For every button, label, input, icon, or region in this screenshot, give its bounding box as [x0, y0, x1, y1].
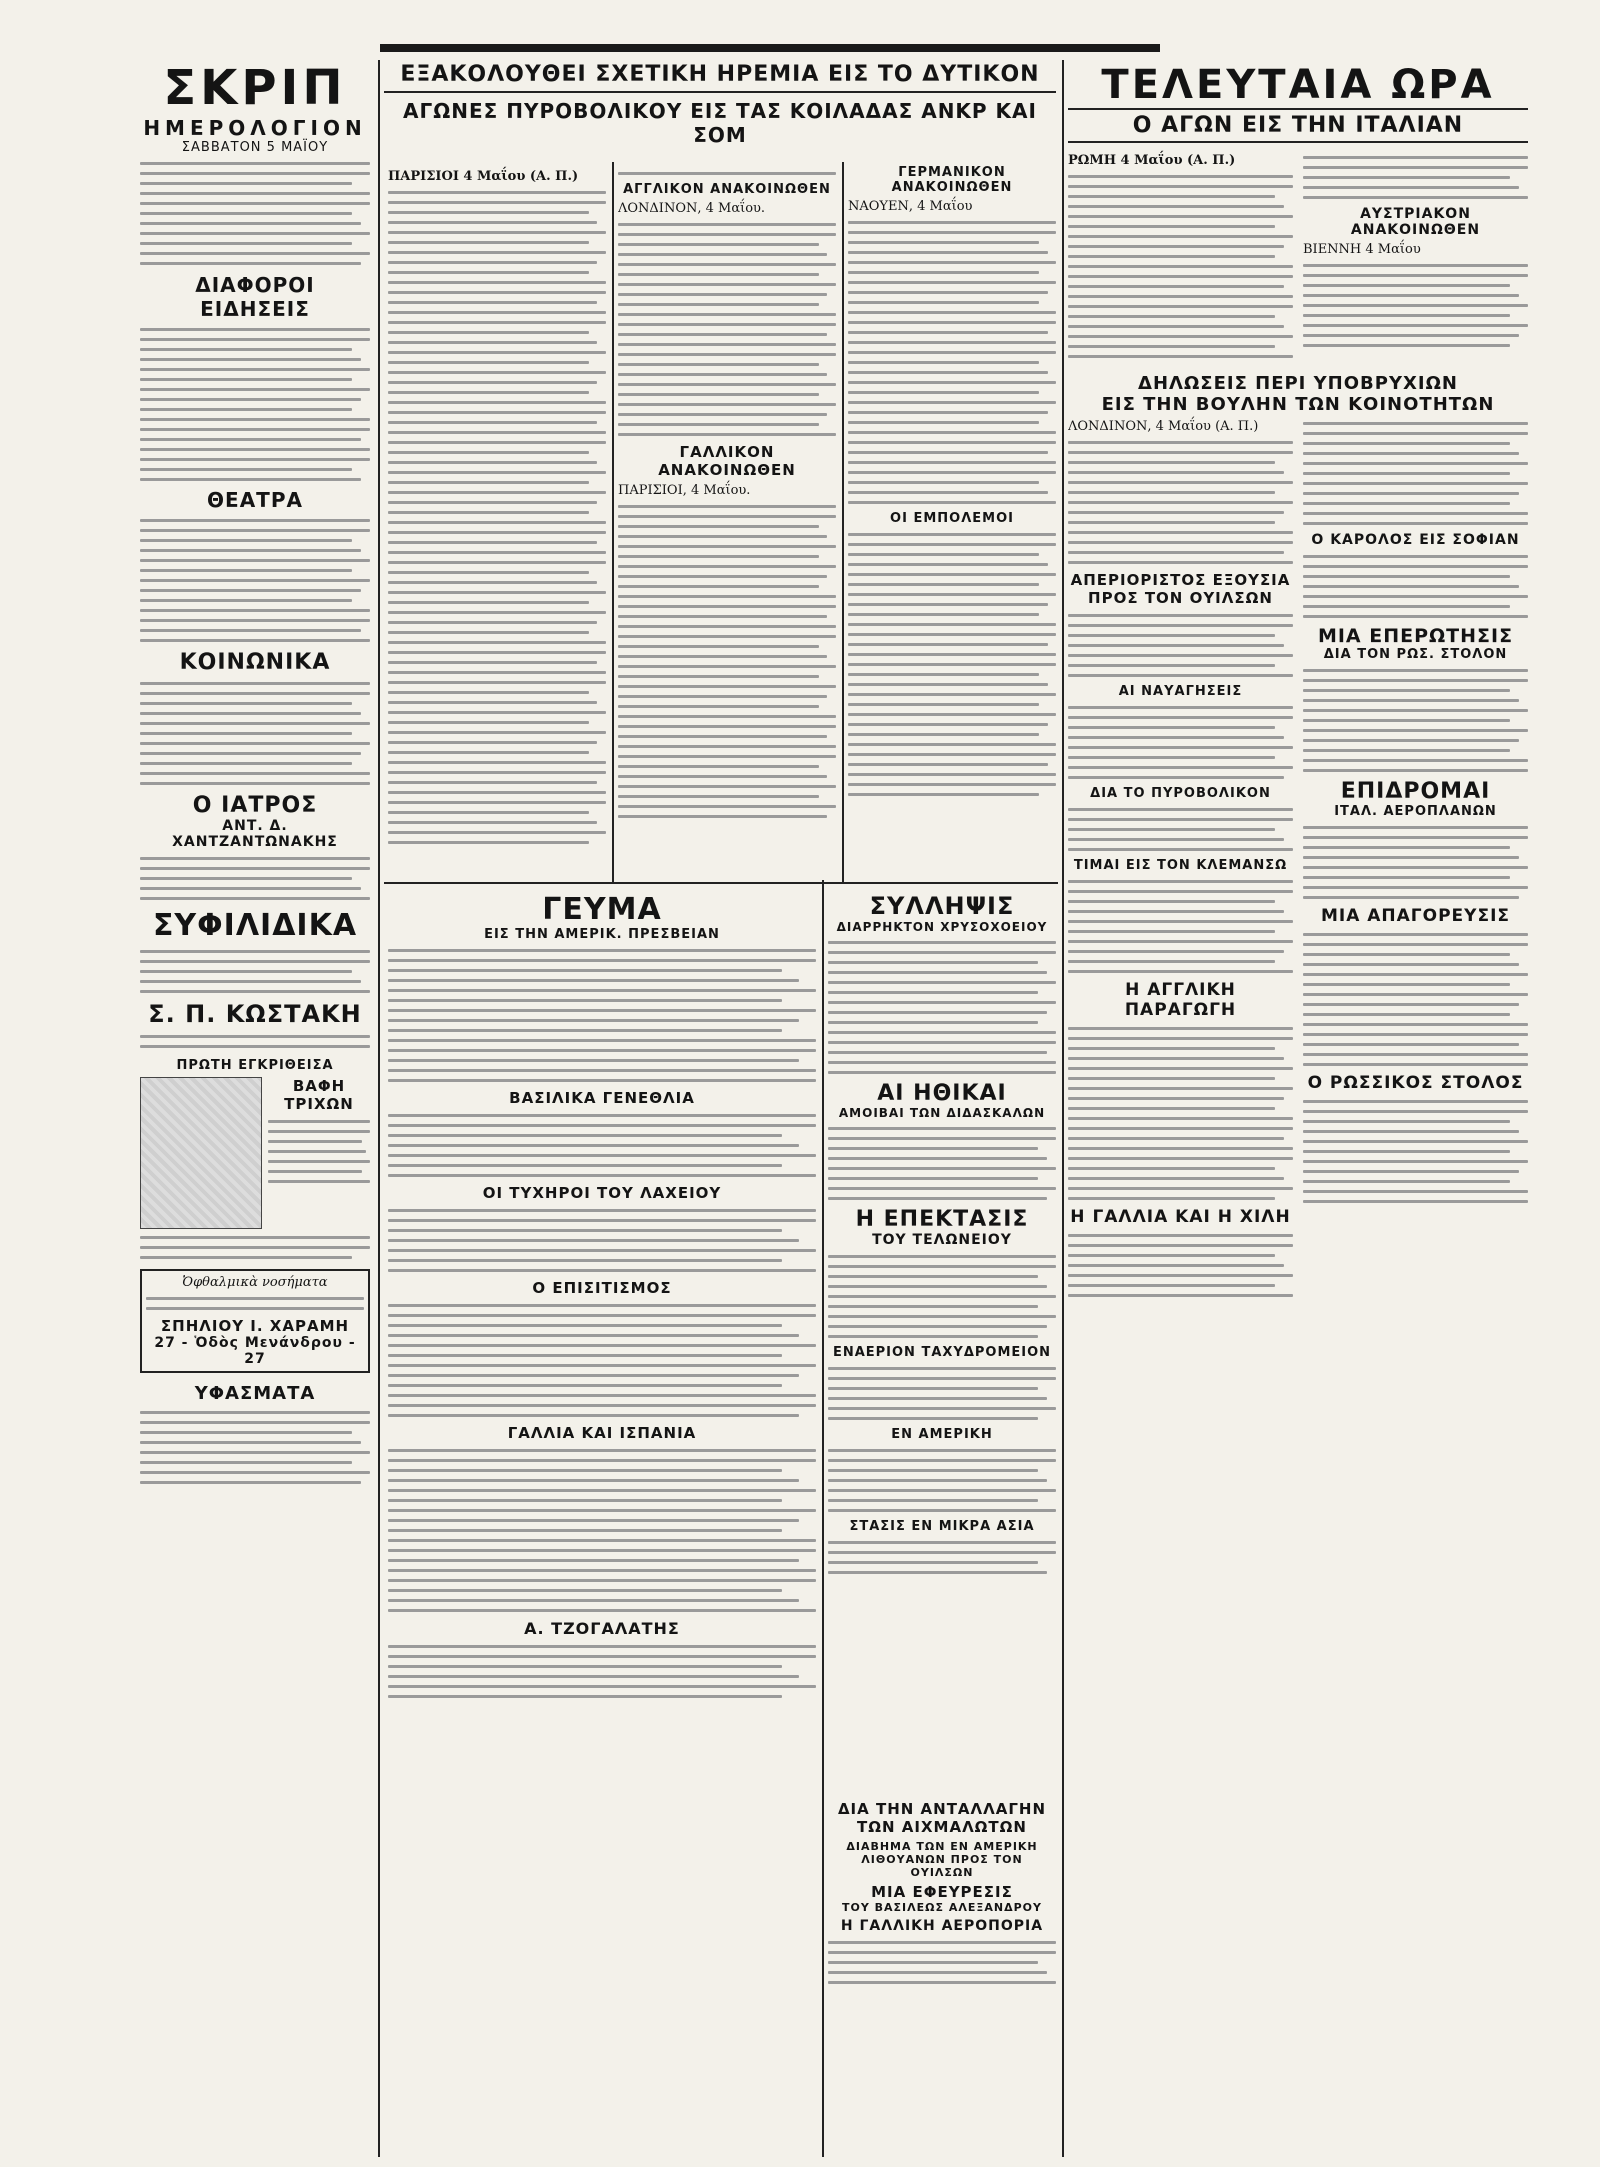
heading-efeuresis: ΜΙΑ ΕΦΕΥΡΕΣΙΣ [871, 1883, 1013, 1901]
hair-dye-ad [140, 1077, 370, 1229]
portrait-illustration [140, 1077, 262, 1229]
dateline: ΝΑΟΥΕΝ, 4 Μαΐου [848, 199, 973, 214]
heading-gallia-ispania: ΓΑΛΛΙΑ ΚΑΙ ΙΣΠΑΝΙΑ [507, 1424, 697, 1442]
heading-proti: ΠΡΩΤΗ ΕΓΚΡΙΘΕΙΣΑ [176, 1058, 334, 1073]
heading-diafora: ΔΙΑΦΟΡΟΙ ΕΙΔΗΣΕΙΣ [195, 273, 315, 321]
article-text [828, 1127, 1056, 1200]
column-rule [822, 880, 824, 2157]
heading-eperotisis: ΜΙΑ ΕΠΕΡΩΤΗΣΙΣ [1317, 625, 1514, 647]
heading-ouilson: ΠΡΟΣ ΤΟΝ ΟΥΙΛΣΩΝ [1088, 589, 1273, 607]
heading-ithikai-sub: ΑΜΟΙΒΑΙ ΤΩΝ ΔΙΔΑΣΚΑΛΩΝ [838, 1106, 1046, 1120]
paragraph-text [146, 1297, 364, 1310]
article-text [618, 505, 836, 818]
heading-aeroporia: Η ΓΑΛΛΙΚΗ ΑΕΡΟΠΟΡΙΑ [840, 1918, 1044, 1934]
article-text [828, 1367, 1056, 1420]
center-top-col3 [848, 165, 1056, 880]
center-lower-col1 [388, 892, 816, 2157]
center-banner [384, 62, 1056, 147]
article-text [828, 1449, 1056, 1512]
article-text [388, 1304, 816, 1417]
left-column [140, 60, 370, 1491]
article-text [388, 191, 606, 844]
top-rule [380, 44, 1160, 52]
article-text [1303, 933, 1528, 1066]
article-text [388, 1114, 816, 1177]
heading-syllipsis-sub: ΔΙΑΡΡΗΚΤΟΝ ΧΡΥΣΟΧΟΕΙΟΥ [836, 920, 1048, 934]
banner-subheadline: ΑΓΩΝΕΣ ΠΥΡΟΒΟΛΙΚΟΥ ΕΙΣ ΤΑΣ ΚΟΙΛΑΔΑΣ ΑΝΚΡ ΚΑΙ ΣΟΜ [403, 99, 1037, 147]
article-text [1068, 614, 1293, 677]
heading-rosikos: Ο ΡΩΣΣΙΚΟΣ ΣΤΟΛΟΣ [1307, 1073, 1524, 1093]
article-text [1068, 1234, 1293, 1297]
heading-syllipsis: ΣΥΛΛΗΨΙΣ [869, 892, 1015, 920]
heading-episitismos: Ο ΕΠΙΣΙΤΙΣΜΟΣ [532, 1279, 672, 1297]
article-text [388, 1645, 816, 1698]
dateline: ΛΟΝΔΙΝΟΝ, 4 Μαΐου. [618, 201, 766, 216]
article-text [1068, 175, 1293, 358]
heading-epektasis-sub: ΤΟΥ ΤΕΛΩΝΕΙΟΥ [872, 1232, 1012, 1248]
paragraph-text [268, 1120, 370, 1183]
article-text [1303, 264, 1528, 347]
heading-gallikon: ΓΑΛΛΙΚΟΝ ΑΝΑΚΟΙΝΩΘΕΝ [658, 443, 796, 479]
heading-gallia-xili: Η ΓΑΛΛΙΑ ΚΑΙ Η ΧΙΛΗ [1070, 1207, 1291, 1227]
heading-koinonika: ΚΟΙΝΩΝΙΚΑ [179, 650, 331, 675]
dateline: ΛΟΝΔΙΝΟΝ, 4 Μαΐου (Α. Π.) [1068, 419, 1259, 434]
heading-iatros: Ο ΙΑΤΡΟΣ [192, 793, 318, 818]
center-lower-col2-bottom [828, 1800, 1056, 2160]
article-text [1068, 880, 1293, 973]
paragraph-text [140, 857, 370, 900]
article-text [1068, 1027, 1293, 1200]
paragraph-text [140, 1411, 370, 1484]
heading-afstriakon: ΑΥΣΤΡΙΑΚΟΝ ΑΝΑΚΟΙΝΩΘΕΝ [1350, 206, 1481, 238]
heading-gevma-sub: ΕΙΣ ΤΗΝ ΑΜΕΡΙΚ. ΠΡΕΣΒΕΙΑΝ [484, 927, 720, 942]
heading-teleutaia: ΤΕΛΕΥΤΑΙΑ ΩΡΑ [1101, 62, 1495, 108]
heading-agliki: Η ΑΓΓΛΙΚΗ ΠΑΡΑΓΩΓΗ [1124, 980, 1237, 1020]
heading-eperotisis-sub: ΔΙΑ ΤΟΝ ΡΩΣ. ΣΤΟΛΟΝ [1323, 647, 1508, 662]
heading-anglikon: ΑΓΓΛΙΚΟΝ ΑΝΑΚΟΙΝΩΘΕΝ [623, 182, 831, 197]
heading-antallagi-sub: ΤΩΝ ΑΙΧΜΑΛΩΤΩΝ [857, 1818, 1027, 1836]
column-rule [1062, 60, 1064, 2157]
paragraph-text [140, 1236, 370, 1259]
heading-italia: Ο ΑΓΩΝ ΕΙΣ ΤΗΝ ΙΤΑΛΙΑΝ [1068, 108, 1528, 143]
article-text [1303, 555, 1528, 618]
right-section [1068, 62, 1528, 2157]
heading-gevma: ΓΕΥΜΑ [542, 892, 662, 927]
heading-epektasis: Η ΕΠΕΚΤΑΣΙΣ [855, 1207, 1029, 1232]
article-text [1303, 826, 1528, 899]
paragraph-text [140, 1035, 370, 1048]
article-text [388, 949, 816, 1082]
heading-diavima: ΔΙΑΒΗΜΑ ΤΩΝ ΕΝ ΑΜΕΡΙΚΗ ΛΙΘΟΥΑΝΩΝ ΠΡΟΣ ΤΟΝ ΟΥΙΛΣΩΝ [846, 1840, 1038, 1879]
article-text [1068, 706, 1293, 779]
banner-headline: ΕΞΑΚΟΛΟΥΘΕΙ ΣΧΕΤΙΚΗ ΗΡΕΜΙΑ ΕΙΣ ΤΟ ΔΥΤΙΚΟΝ [384, 62, 1056, 93]
dateline: ΠΑΡΙΣΙΟΙ 4 Μαΐου (Α. Π.) [388, 169, 579, 184]
right-top-columns [1068, 149, 1528, 365]
theatre-list [140, 519, 370, 642]
heading-epidromai: ΕΠΙΔΡΟΜΑΙ [1340, 779, 1491, 804]
column-rule [612, 162, 614, 882]
article-text [1068, 441, 1293, 564]
article-text [828, 1541, 1056, 1574]
article-text [618, 223, 836, 436]
dateline: ΒΙΕΝΝΗ 4 Μαΐου [1303, 242, 1421, 257]
right-col-c [1068, 415, 1293, 1304]
heading-apagorevsis: ΜΙΑ ΑΠΑΓΟΡΕΥΣΙΣ [1320, 906, 1511, 926]
article-text [828, 941, 1056, 1074]
heading-aperioristos: ΑΠΕΡΙΟΡΙΣΤΟΣ ΕΞΟΥΣΙΑ [1070, 571, 1291, 589]
article-text [388, 1449, 816, 1612]
paragraph-text [140, 682, 370, 785]
dateline: ΠΑΡΙΣΙΟΙ, 4 Μαΐου. [618, 483, 751, 498]
column-rule [378, 60, 380, 2157]
heading-epidromai-sub: ΙΤΑΛ. ΑΕΡΟΠΛΑΝΩΝ [1334, 804, 1497, 819]
heading-theatra: ΘΕΑΤΡΑ [207, 488, 303, 512]
heading-ofthalm: Ὀφθαλμικὰ νοσήματα [182, 1275, 328, 1290]
heading-tzogalatis: Α. ΤΖΟΓΑΛΑΤΗΣ [524, 1619, 680, 1638]
heading-tyxeroi: ΟΙ ΤΥΧΗΡΟΙ ΤΟΥ ΛΑΧΕΙΟΥ [482, 1184, 722, 1202]
right-col-b [1303, 149, 1528, 365]
doctor-name: ΑΝΤ. Δ. ΧΑΝΤΖΑΝΤΩΝΑΚΗΣ [172, 818, 338, 850]
masthead-subtitle: ΗΜΕΡΟΛΟΓΙΟΝ [143, 116, 367, 140]
heading-charami: ΣΠΗΛΙΟΥ Ι. ΧΑΡΑΜΗ [160, 1317, 350, 1335]
article-text [1303, 422, 1528, 525]
masthead-title: ΣΚΡΙΠ [163, 60, 347, 116]
heading-enaerion: ΕΝΑΕΡΙΟΝ ΤΑΧΥΔΡΟΜΕΙΟΝ [832, 1345, 1052, 1360]
article-text [1303, 1100, 1528, 1203]
column-rule [842, 162, 844, 882]
right-col-d [1303, 415, 1528, 1304]
heading-syfilidika: ΣΥΦΙΛΙΔΙΚΑ [152, 908, 358, 943]
heading-karolos: Ο ΚΑΡΟΛΟΣ ΕΙΣ ΣΟΦΙΑΝ [1311, 532, 1520, 548]
article-text [1068, 808, 1293, 851]
right-col-a [1068, 149, 1293, 365]
dateline: ΡΩΜΗ 4 Μαΐου (Α. Π.) [1068, 153, 1236, 168]
center-top-col2 [618, 165, 836, 880]
heading-yfasmata: ΥΦΑΣΜΑΤΑ [194, 1383, 316, 1404]
article-text [848, 221, 1056, 504]
article-text [848, 533, 1056, 796]
paragraph-text [140, 328, 370, 481]
heading-kostaki: Σ. Π. ΚΩΣΤΑΚΗ [148, 1000, 362, 1028]
heading-empolemoi: ΟΙ ΕΜΠΟΛΕΜΟΙ [890, 511, 1014, 526]
heading-efeuresis-sub: ΤΟΥ ΒΑΣΙΛΕΩΣ ΑΛΕΞΑΝΔΡΟΥ [842, 1901, 1042, 1914]
heading-nayagiseis: ΑΙ ΝΑΥΑΓΗΣΕΙΣ [1118, 684, 1243, 699]
article-text [1303, 669, 1528, 772]
heading-timai: ΤΙΜΑΙ ΕΙΣ ΤΟΝ ΚΛΕΜΑΝΣΩ [1073, 858, 1288, 873]
heading-ithikai: ΑΙ ΗΘΙΚΑΙ [877, 1081, 1007, 1106]
heading-amerikh: ΕΝ ΑΜΕΡΙΚΗ [891, 1427, 993, 1442]
paragraph-text [140, 950, 370, 993]
right-mid-columns [1068, 415, 1528, 1304]
paragraph-text [140, 192, 370, 265]
masthead-date: ΣΑΒΒΑΤΟΝ 5 ΜΑΪΟΥ [181, 140, 329, 155]
center-top-col1 [388, 165, 606, 880]
eye-clinic-ad [140, 1269, 370, 1373]
heading-vasilika: ΒΑΣΙΛΙΚΑ ΓΕΝΕΘΛΙΑ [509, 1089, 695, 1107]
heading-dilwseis-sub: ΕΙΣ ΤΗΝ ΒΟΥΛΗΝ ΤΩΝ ΚΟΙΝΟΤΗΤΩΝ [1101, 394, 1495, 415]
almanac-text [140, 162, 370, 185]
article-text [388, 1209, 816, 1272]
heading-germanikon: ΓΕΡΜΑΝΙΚΟΝ ΑΝΑΚΟΙΝΩΘΕΝ [891, 165, 1013, 195]
article-text [828, 1255, 1056, 1338]
heading-antallagi: ΔΙΑ ΤΗΝ ΑΝΤΑΛΛΑΓΗΝ [837, 1800, 1047, 1818]
heading-dilwseis: ΔΗΛΩΣΕΙΣ ΠΕΡΙ ΥΠΟΒΡΥΧΙΩΝ [1138, 373, 1458, 394]
heading-vafi: ΒΑΦΗ ΤΡΙΧΩΝ [284, 1077, 354, 1113]
article-text [618, 172, 836, 175]
article-text [1303, 156, 1528, 199]
article-text [828, 1941, 1056, 1984]
heading-pyrovoliko: ΔΙΑ ΤΟ ΠΥΡΟΒΟΛΙΚΟΝ [1090, 786, 1271, 801]
section-rule [384, 882, 1058, 884]
heading-stasis: ΣΤΑΣΙΣ ΕΝ ΜΙΚΡΑ ΑΣΙΑ [849, 1519, 1035, 1534]
address-menandrou: 27 - Ὁδὸς Μενάνδρου - 27 [154, 1335, 356, 1367]
